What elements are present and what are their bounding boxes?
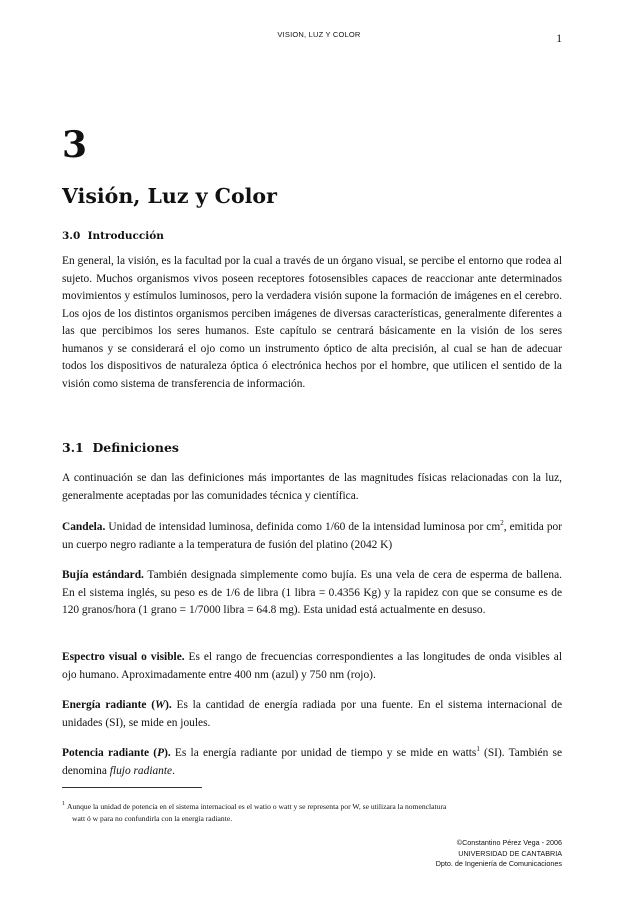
definition-text: , emitida por un cuerpo negro radiante a la temperatura de fusión del platino (2042 K) bbox=[62, 521, 563, 551]
definition-potencia-radiante: Potencia radiante (P). Es la energía radiante por unidad de tiempo y se mide en watts$^1$ (SI). También se denomina flujo radiante. bbox=[62, 745, 562, 777]
superscript: 2 bbox=[500, 519, 504, 528]
footnote-reference[interactable]: 1 bbox=[476, 745, 480, 754]
section-title: Definiciones bbox=[92, 440, 179, 455]
section-number: 3.0 bbox=[62, 230, 81, 242]
definition-espectro bbox=[62, 649, 562, 684]
definition-term: Energía radiante (W). bbox=[62, 699, 172, 711]
alternate-name: flujo radiante bbox=[109, 764, 173, 777]
definitions-intro-paragraph: A continuación se dan las definiciones más importantes de las magnitudes físicas relacionadas con la luz, generalmente aceptadas por las comunidades técnica y científica. bbox=[62, 472, 562, 502]
footer-copyright: ©Constantino Pérez Vega - 2006 bbox=[456, 838, 562, 847]
chapter-title: Visión, Luz y Color bbox=[62, 184, 277, 208]
definition-text: Es la energía radiante por unidad de tiempo y se mide en watts bbox=[170, 747, 477, 759]
chapter-number: 3 bbox=[62, 124, 88, 166]
section-title: Introducción bbox=[87, 230, 164, 242]
footnote-line: watt ó w para no confundirla con la energía radiante. bbox=[72, 813, 233, 823]
symbol: P bbox=[157, 747, 165, 759]
definition-bujia bbox=[62, 567, 562, 620]
definition-text: También designada simplemente como bujía. Es una vela de cera de esperma de ballena. En el sistema inglés, su peso es de 1/6 de libra (1 libra = 0.4356 Kg) y la rapidez con que se consume es de 120 granos/hora (1 grano = 1/7000 libra = 64.8 mg). Esta unidad está actualmente en desuso. bbox=[62, 569, 562, 616]
section-heading-introduccion bbox=[62, 229, 562, 243]
section-number: 3.1 bbox=[62, 440, 84, 455]
definition-text: Es la cantidad de energía radiada por una fuente. En el sistema internacional de unidades (SI), se mide en joules. bbox=[62, 699, 563, 729]
footer-university: UNIVERSIDAD DE CANTABRIA bbox=[458, 848, 562, 858]
footnote-divider bbox=[62, 787, 202, 788]
footnote-number: 1 bbox=[62, 801, 65, 808]
definition-term: Espectro visual o visible. bbox=[62, 651, 185, 663]
definition-term: Potencia radiante (P). bbox=[62, 747, 171, 759]
running-header: VISION, LUZ Y COLOR bbox=[277, 30, 361, 39]
definition-term: Candela. bbox=[62, 521, 106, 533]
definition-term: Bujía estándard. bbox=[62, 569, 144, 581]
definition-text: (SI). También se denomina bbox=[62, 747, 562, 777]
section-heading-definiciones bbox=[62, 439, 562, 456]
footer-department: Dpto. de Ingeniería de Comunicaciones bbox=[435, 859, 562, 868]
definition-energia-radiante bbox=[62, 697, 562, 732]
intro-paragraph: En general, la visión, es la facultad por la cual a través de un órgano visual, se percibe el entorno que rodea al sujeto. Muchos organismos vivos poseen receptores fotosensibles capaces de reaccionar ante determinados movimientos y estímulos luminosos, pero la verdadera visión supone la formación de imágenes en el cerebro. Los ojos de los distintos organismos perciben imágenes de diversas características, generalmente diferentes a las que percibimos los seres humanos. Este capítulo se centrará básicamente en la visión de los seres humanos y se considerará el ojo como un instrumento óptico de alta precisión, al cual se han de adecuar todos los dispositivos de naturaleza óptica ó electrónica hechos por el hombre, que utilicen el sentido de la visión como sistema de transferencia de información. bbox=[62, 255, 562, 390]
symbol: W bbox=[155, 699, 166, 711]
definition-text: Unidad de intensidad luminosa, definida como 1/60 de la intensidad luminosa por cm bbox=[105, 521, 501, 533]
page-footer bbox=[362, 838, 562, 870]
definition-text: Es el rango de frecuencias correspondientes a las longitudes de onda visibles al ojo humano. Aproximadamente entre 400 nm (azul) y 750 nm (rojo). bbox=[62, 651, 562, 681]
page-number: 1 bbox=[556, 33, 562, 45]
footnote bbox=[62, 801, 562, 824]
definition-candela bbox=[62, 519, 562, 554]
footnote-line: Aunque la unidad de potencia en el sistema internacioal es el watio o watt y se representa por W, se utilizara la nomenclatura bbox=[67, 802, 447, 811]
